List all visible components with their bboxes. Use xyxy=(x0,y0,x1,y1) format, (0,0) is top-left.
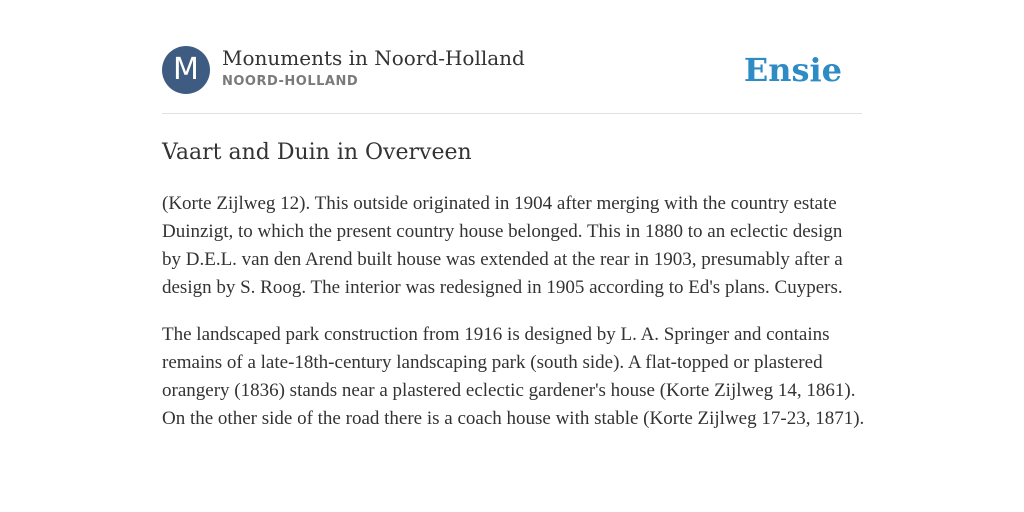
channel-title[interactable]: Monuments in Noord-Holland xyxy=(222,46,525,70)
brand-logo[interactable]: Ensie xyxy=(743,51,842,89)
header xyxy=(162,46,862,96)
avatar[interactable]: M xyxy=(162,46,210,94)
article-body xyxy=(162,190,865,452)
divider xyxy=(162,113,862,114)
channel-subtitle: NOORD-HOLLAND xyxy=(222,74,359,89)
article-paragraph: The landscaped park construction from 1916 is designed by L. A. Springer and contains remains of a late-18th-century landscaping park (south side). A flat-topped or plastered orangery (1836) stands near a plastered eclectic gardener's house (Korte Zijlweg 14, 1861). On the other side of the road there is a coach house with stable (Korte Zijlweg 17-23, 1871). xyxy=(162,324,865,429)
article-paragraph: (Korte Zijlweg 12). This outside originated in 1904 after merging with the country estate Duinzigt, to which the present country house belonged. This in 1880 to an eclectic design by D.E.L. van den Arend built house was extended at the rear in 1903, presumably after a design by S. Roog. The interior was redesigned in 1905 according to Ed's plans. Cuypers. xyxy=(162,193,843,298)
article-title: Vaart and Duin in Overveen xyxy=(162,140,472,165)
